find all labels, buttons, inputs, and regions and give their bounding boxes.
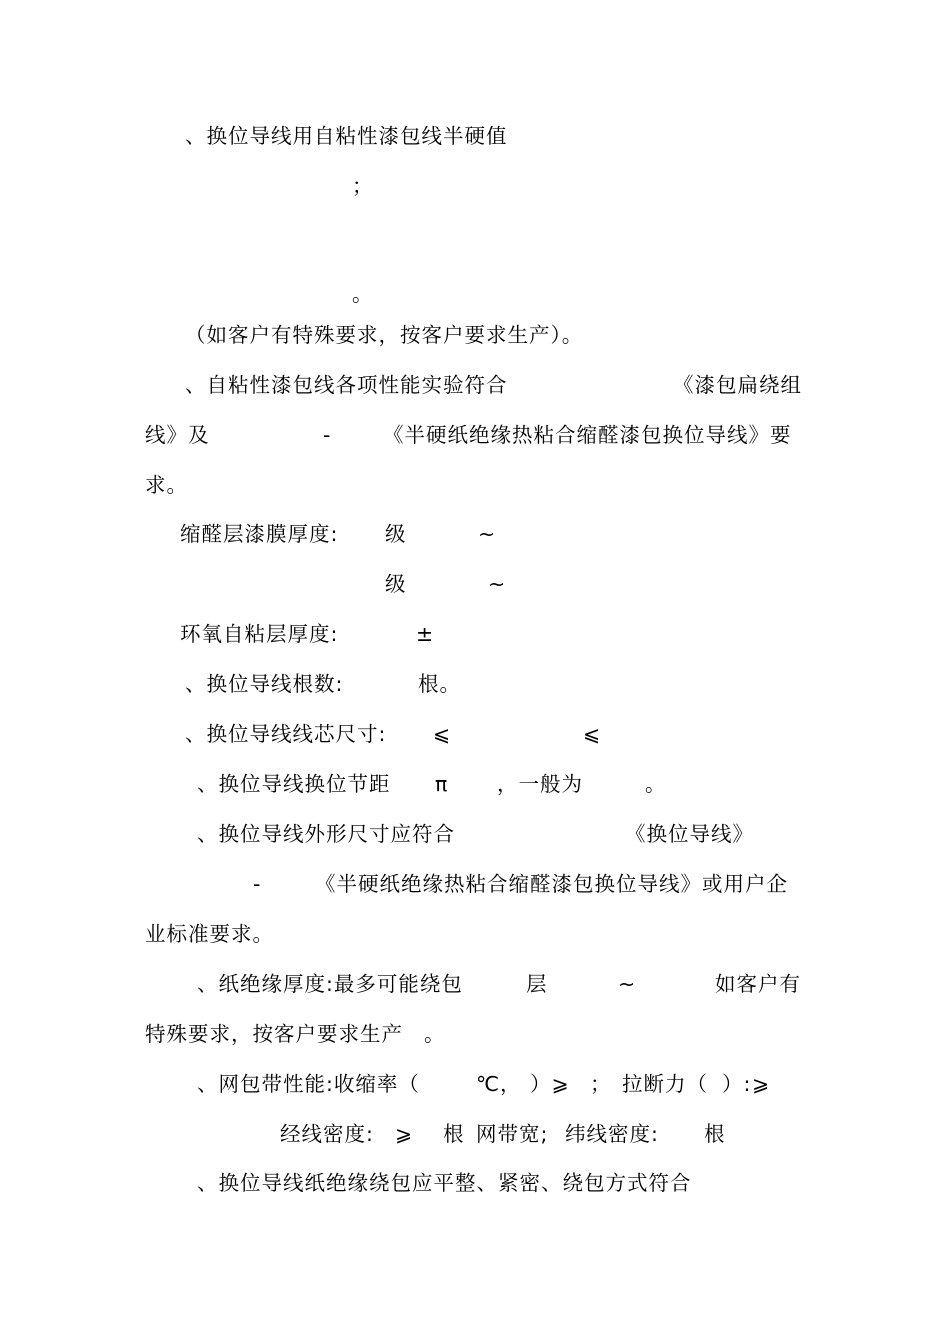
text-line: 《换位导线》	[625, 822, 754, 846]
text-line: ~	[618, 972, 637, 996]
text-line: 层	[526, 972, 548, 996]
text-line: 《半硬纸绝缘热粘合缩醛漆包换位导线》或用户企	[315, 872, 788, 896]
text-line: π	[435, 772, 449, 796]
text-line: 。	[424, 1022, 446, 1046]
text-line: 业标准要求。	[145, 922, 274, 946]
text-line: 根。	[418, 672, 461, 696]
text-line: 环氧自粘层厚度:	[180, 622, 339, 646]
text-line: ；	[590, 1072, 612, 1096]
text-line: ℃，	[476, 1072, 522, 1096]
text-line: ⩽	[583, 722, 602, 746]
text-line: 根	[704, 1122, 726, 1146]
text-line: 特殊要求，按客户要求生产	[145, 1022, 403, 1046]
text-line: 、换位导线用自粘性漆包线半硬值	[185, 124, 508, 148]
text-line: 网带宽;	[476, 1122, 549, 1146]
text-line: （如客户有特殊要求，按客户要求生产）。	[185, 323, 584, 347]
text-line: 。	[352, 282, 374, 306]
text-line: ）⩾	[530, 1072, 570, 1096]
text-line: 、换位导线纸绝缘绕包应平整、紧密、绕包方式符合	[197, 1171, 692, 1195]
text-line: -	[253, 872, 262, 896]
text-line: 经线密度:	[280, 1122, 374, 1146]
text-line: 《漆包扁绕组	[673, 373, 802, 397]
text-line: -	[323, 423, 332, 447]
text-line: 根	[443, 1122, 465, 1146]
text-line: ⩽	[433, 722, 452, 746]
text-line: 如客户有	[715, 972, 801, 996]
text-line: 、换位导线线芯尺寸:	[185, 722, 387, 746]
text-line: 、换位导线根数:	[185, 672, 344, 696]
text-line: 线》及	[145, 423, 210, 447]
text-line: 、网包带性能:收缩率（	[197, 1072, 420, 1096]
text-line: ；	[352, 174, 374, 198]
text-line: 、换位导线外形尺寸应符合	[197, 822, 455, 846]
text-line: 、自粘性漆包线各项性能实验符合	[185, 373, 508, 397]
text-line: ）:	[722, 1072, 752, 1096]
text-line: ±	[416, 622, 435, 646]
text-line: ~	[488, 572, 507, 596]
text-line: 。	[645, 772, 667, 796]
text-line: 、换位导线换位节距	[197, 772, 391, 796]
text-line: 拉断力（	[622, 1072, 708, 1096]
text-line: ~	[478, 522, 497, 546]
text-line: 《半硬纸绝缘热粘合缩醛漆包换位导线》要	[383, 423, 792, 447]
text-line: 纬线密度:	[565, 1122, 659, 1146]
text-line: 求。	[145, 473, 188, 497]
text-line: 级	[385, 572, 407, 596]
text-line: ，一般为	[497, 772, 583, 796]
text-line: 缩醛层漆膜厚度:	[180, 522, 339, 546]
text-line: 、纸绝缘厚度:最多可能绕包	[197, 972, 463, 996]
text-line: ⩾	[395, 1122, 414, 1146]
text-line: ⩾	[752, 1072, 771, 1096]
text-line: 级	[385, 522, 407, 546]
